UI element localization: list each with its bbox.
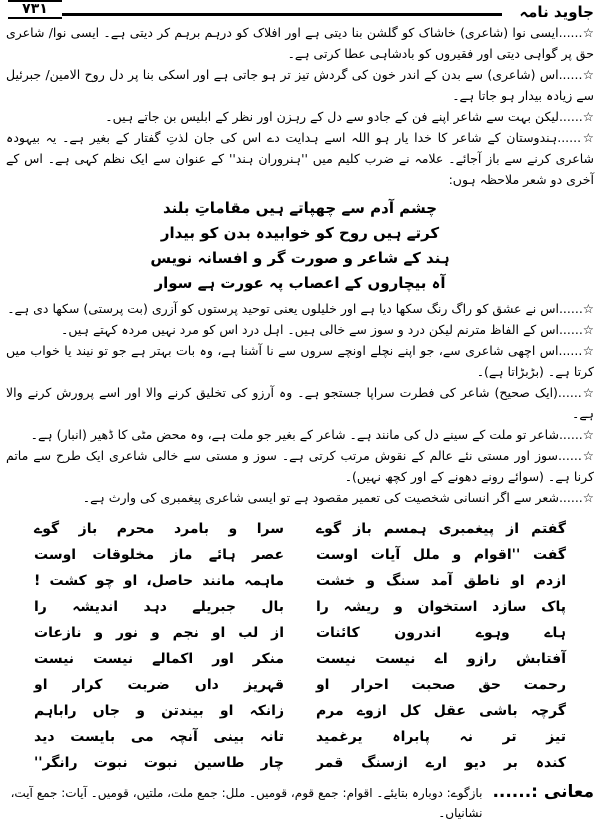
poem-hemistich: سرا و بامرد محرم باز گوے xyxy=(34,521,285,537)
poem-hemistich: تانہ بینی آنچہ می بایست دید xyxy=(34,729,285,745)
poem-hemistich: ازدم او ناطق آمد سنگ و خشت xyxy=(315,573,566,589)
poem-hemistich: منکر اور اکمالے نیست نیست xyxy=(34,651,285,667)
poem-hemistich: عصر ہائے ماز مخلوقات اوست xyxy=(34,547,285,563)
poem-hemistich: گفتم از پیغمبری ہمسم باز گوے xyxy=(315,521,566,537)
verse-line: چشم آدم سے چھپاتے ہیں مقاماتِ بلند xyxy=(162,199,438,217)
poem-hemistich: ماہمہ مانند حاصل، او چو کشت ! xyxy=(34,573,285,589)
page-number: ۷۳۱ xyxy=(8,1,62,19)
poem-row xyxy=(34,646,566,672)
paragraph: ☆......لیکن بہت سے شاعر اپنے فن کے جادو سے دل کے رہزن اور نظر کے ابلیس بن جاتے ہیں۔ xyxy=(105,109,594,124)
poem-row xyxy=(34,542,566,568)
poem-hemistich: ہاے وہوے اندرون کائنات xyxy=(315,625,566,641)
paragraph: ☆......ہندوستان کے شاعر کا خدا یار ہو اللہ اسے ہدایت دے اس کی جان لذتِ گفتار کے بغیر ہے۔ یہ بیہودہ شاعری کرنے سے باز آجائے۔ علامہ نے ضرب کلیم میں ''ہنروران ہند'' کے عنوان سے ایک نظم کہی ہے۔ اس کے آخری دو شعر ملاحظہ ہوں: xyxy=(6,130,594,187)
poem-row xyxy=(34,620,566,646)
poem-row xyxy=(34,672,566,698)
poem-hemistich: بال جبریلے دہد اندیشہ را xyxy=(34,599,285,615)
glossary-label: معانی :...... xyxy=(492,782,594,802)
poem-hemistich: آفتابش رازو اے نیست نیست xyxy=(315,651,566,667)
poem-hemistich: از لب او نجم و نور و نازعات xyxy=(34,625,285,641)
poem-row xyxy=(34,516,566,542)
poem-hemistich: تیز تر نہ پابراہ یرغمید xyxy=(315,729,566,745)
page-body xyxy=(0,20,600,829)
poem-hemistich: رحمت حق صحبت احرار او xyxy=(315,677,566,693)
header-rule xyxy=(62,13,502,16)
paragraph: ☆......اس اچھی شاعری سے، جو اپنے نچلے اونچے سروں سے نا آشنا ہے، وہ بات بہتر ہے جو تو نیند یا خواب میں کرتا ہے۔ (بڑبڑاتا ہے)۔ xyxy=(6,343,594,379)
paragraph: ☆......(ایک صحیح) شاعر کی فطرت سراپا جستجو ہے۔ وہ آرزو کی تخلیق کرنے والا اور اسے پرورش کرنے والا ہے۔ xyxy=(6,385,594,421)
poem-row xyxy=(34,698,566,724)
paragraph: ☆......ایسی نوا (شاعری) خاشاک کو گلشن بنا دیتی ہے اور افلاک کو درہم برہم کر دیتی ہے۔ ایسی نوا/ شاعری حق پر گواہی دیتی اور فقیروں کو بادشاہی عطا کرتی ہے۔ xyxy=(6,25,594,61)
paragraph: ☆......اس نے عشق کو راگ رنگ سکھا دیا ہے اور خلیلوں یعنی توحید پرستوں کو آزری (بت پرستی) سکھا دی ہے۔ xyxy=(7,301,594,316)
poem-hemistich: زانکہ او بیندتن و جاں راباہم xyxy=(34,703,285,719)
poem-row xyxy=(34,750,566,776)
glossary-text: بازگوے: دوبارہ بتایئے۔ اقوام: جمع قوم، قومیں۔ ملل: جمع ملت، ملتیں، قومیں۔ آیات: جمع آیت، نشانیاں۔ xyxy=(10,786,483,820)
paragraph: ☆......اس کے الفاظ مترنم لیکن درد و سوز سے خالی ہیں۔ اہل درد اس کو مرد نہیں مردہ کہتے ہیں۔ xyxy=(61,322,594,337)
paragraph: ☆......شعر سے اگر انسانی شخصیت کی تعمیر مقصود ہے تو ایسی شاعری پیغمبری کی وارث ہے۔ xyxy=(82,490,594,505)
paragraph: ☆......اس (شاعری) سے بدن کے اندر خون کی گردش تیز تر ہو جاتی ہے اور اسکی بنا پر دل روح الامین/ جبرئیل سے زیادہ بیدار ہو جاتا ہے۔ xyxy=(6,67,594,103)
poem-row xyxy=(34,724,566,750)
persian-poem xyxy=(34,516,566,776)
page-header xyxy=(0,0,600,20)
book-title: جاوید نامہ xyxy=(519,3,594,21)
poem-hemistich: گرچہ باشی عقل کل ازوے مرم xyxy=(315,703,566,719)
poem-hemistich: پاک سازد استخوان و ریشہ را xyxy=(315,599,566,615)
verse-line: ہند کے شاعر و صورت گر و افسانہ نویس xyxy=(150,249,450,267)
urdu-verses xyxy=(6,196,594,296)
paragraph: ☆......شاعر تو ملت کے سینے دل کی مانند ہے۔ شاعر کے بغیر جو ملت ہے، وہ محض مٹی کا ڈھیر (انبار) ہے۔ xyxy=(30,427,594,442)
glossary xyxy=(6,782,594,823)
poem-hemistich: چار طاسین نبوت نبوت رانگر'' xyxy=(34,755,285,771)
poem-hemistich: قہریز داں ضربت کرار او xyxy=(34,677,285,693)
poem-hemistich: کندہ بر دیو ارے ازسنگ قمر xyxy=(315,755,566,771)
poem-hemistich: گفت ''اقوام و ملل آیات اوست xyxy=(315,547,566,563)
paragraph: ☆......سوز اور مستی نئے عالم کے نقوش مرتب کرتی ہے۔ سوز و مستی سے خالی شاعری ایک طرح سے ماتم کرنا ہے۔ (سوائے رونے دھونے کے اور کچھ نہیں)۔ xyxy=(6,448,594,484)
verse-line: کرتے ہیں روح کو خوابیدہ بدن کو بیدار xyxy=(160,224,440,242)
verse-line: آہ بیچاروں کے اعصاب پہ عورت ہے سوار xyxy=(154,274,446,292)
poem-row xyxy=(34,594,566,620)
poem-row xyxy=(34,568,566,594)
